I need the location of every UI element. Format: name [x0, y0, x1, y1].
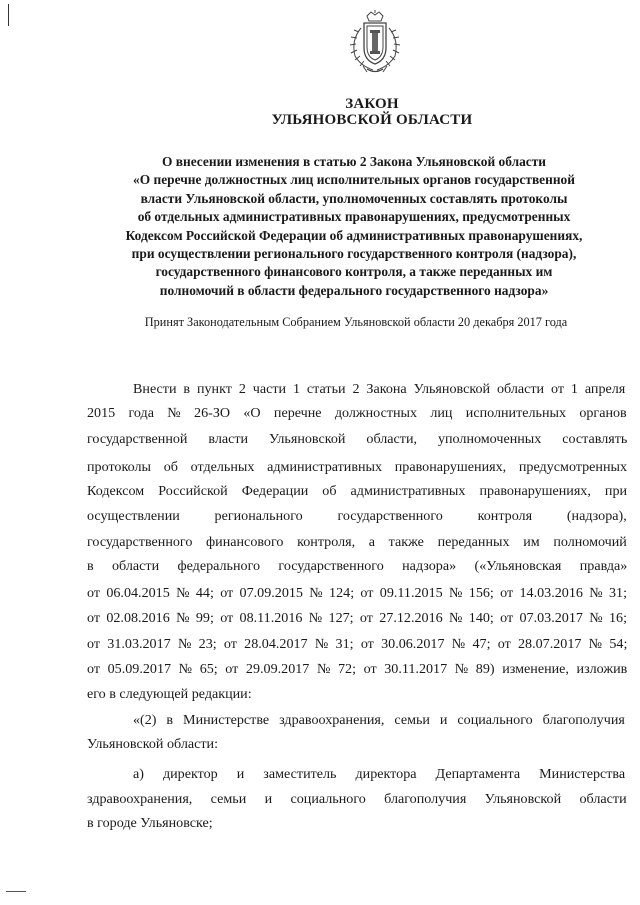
body-line: в области федерального государственного надзора» («Ульяновская правда» [87, 558, 628, 574]
subject-line: полномочий в области федерального государственного надзора» [159, 282, 549, 298]
margin-mark [6, 891, 26, 892]
subject-line: при осуществлении регионального государственного контроля (надзора), [131, 246, 577, 262]
body-line: Кодексом Российской Федерации об административных правонарушениях, при [87, 483, 628, 499]
body-line: «(2) в Министерстве здравоохранения, семьи и социального благополучия [133, 712, 625, 728]
body-line: государственной власти Ульяновской области, уполномоченных составлять [87, 431, 628, 447]
body-line: от 05.09.2017 № 65; от 29.09.2017 № 72; от 30.11.2017 № 89) изменение, изложив [87, 661, 628, 677]
body-line: 2015 года № 26-ЗО «О перечне должностных лиц исполнительных органов [87, 405, 627, 421]
subject-line: О внесении изменения в статью 2 Закона Ульяновской области [161, 154, 547, 169]
body-line: а) директор и заместитель директора Департамента Министерства [133, 766, 626, 782]
margin-mark [8, 4, 9, 26]
adoption-note: Принят Законодательным Собранием Ульяновской области 20 декабря 2017 года [144, 315, 568, 329]
body-line: его в следующей редакции: [87, 686, 252, 702]
body-line: Ульяновской области: [87, 736, 219, 752]
body-line: Внести в пункт 2 части 1 статьи 2 Закона Ульяновской области от 1 апреля [133, 381, 626, 397]
body-line: протоколы об отдельных административных правонарушениях, предусмотренных [87, 459, 628, 475]
subject-line: «О перечне должностных лиц исполнительных органов государственной [133, 172, 575, 188]
body-line: от 31.03.2017 № 23; от 28.04.2017 № 31; от 30.06.2017 № 47; от 28.07.2017 № 54; [87, 636, 628, 652]
subject-line: власти Ульяновской области, уполномоченных составлять протоколы [140, 190, 568, 206]
body-line: от 06.04.2015 № 44; от 07.09.2015 № 124; от 09.11.2015 № 156; от 14.03.2016 № 31; [87, 585, 628, 601]
law-subject [76, 153, 632, 300]
subject-line: государственного финансового контроля, а также переданных им [155, 264, 553, 280]
coat-of-arms-emblem [337, 10, 413, 76]
body-line: здравоохранения, семьи и социального благополучия Ульяновской области [87, 791, 627, 807]
law-title-region: УЛЬЯНОВСКОЙ ОБЛАСТИ [271, 112, 473, 128]
body-line: осуществлении регионального государственного контроля (надзора), [87, 508, 627, 524]
body-line: в городе Ульяновске; [87, 815, 213, 831]
law-title: ЗАКОН [345, 96, 399, 112]
body-line: от 02.08.2016 № 99; от 08.11.2016 № 127; от 27.12.2016 № 140; от 07.03.2017 № 16; [87, 610, 628, 626]
body-line: государственного финансового контроля, а также переданных им полномочий [87, 534, 627, 550]
subject-line: Кодексом Российской Федерации об административных правонарушениях, [125, 227, 583, 243]
subject-line: об отдельных административных правонарушениях, предусмотренных [137, 209, 571, 225]
